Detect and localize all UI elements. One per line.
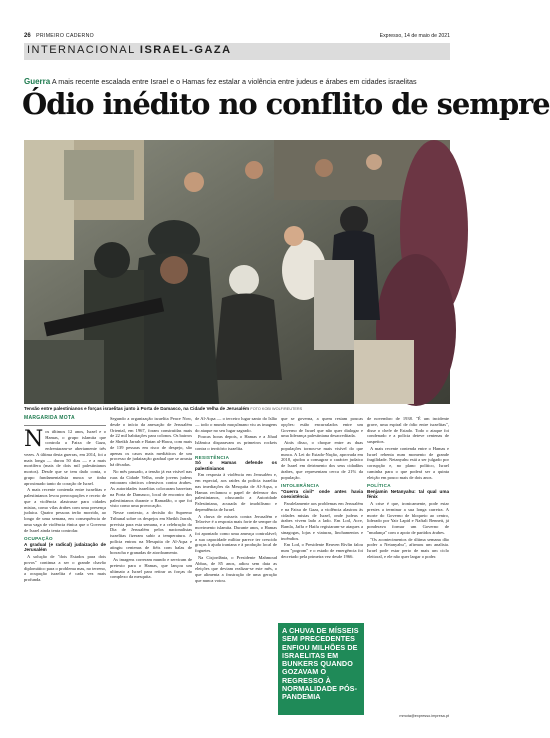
kicker-label: Guerra [24,77,51,86]
paragraph: Segundo a organização israelita Peace Now, desde o início da anexação de Jerusalém Oriental, em 1967, foram construídas mais de 22 mil habitações para colonos. Os bairros de Sheikh Jarrah e Batan al-Hawa, com mais de 139 pessoas em risco de despejo, são apenas os casos mais mediáticos de um processo de judaização gradual que se arrasta há décadas. [110,416,192,467]
subhead-ocupacao [24,536,106,553]
paragraph: No mês passado, a tensão já era visível nas ruas da Cidade Velha, onde jovens judeus entoaram cânticos ofensivos contra árabes. As autoridades israelitas colocaram barreiras na Porta de Damasco, local de encontro dos palestinianos durante o Ramadão, o que foi visto como uma provocação. [110,468,192,509]
section-topic: ISRAEL-GAZA [139,44,232,56]
page-number: 26 [24,33,31,39]
subhead-text: A gradual (e radical) judaização de Jerusalém [24,541,106,553]
subhead-politica [367,483,449,500]
paragraph: Atrás disso, o choque entre as duas populações tornou-se mais visível do que nunca. A Lei do Estado-Nação, aprovada em 2018, ajudou a consagrar o carácter judaico de Israel em detrimento dos seus cidadãos árabes, que representam cerca de 21% da população. [281,440,363,480]
article-headline: Ódio inédito no conflito de sempre [22,87,550,121]
text-column-1 [24,416,106,584]
paragraph: Paralelamente aos problemas em Jerusalém e na Faixa de Gaza, a violência alastrou às cidades mistas de Israel, onde judeus e árabes vivem lado a lado. Em Lod, Acre, Ramla, Jaffa e Haifa registaram-se ataques a sinagogas, lojas e viaturas, linchamentos e incêndios. [281,501,363,541]
paragraph: Na Cisjordânia, o Presidente Mahmoud Abbas, de 85 anos, adiou sem data as eleições que deviam realizar-se este mês, o que alimenta a frustração de uma geração que nunca votou. [195,554,277,583]
subhead-text: Benjamin Netanyahu: tal qual uma fénix [367,488,449,500]
drop-cap: N [24,426,44,452]
section-name: INTERNACIONAL [27,44,136,56]
subhead-resistencia [195,455,277,472]
paragraph: A chuva de mísseis contra Jerusalém e Telavive é a resposta mais forte de sempre do movimento islamita. Durante anos, o Hamas foi apontado como uma ameaça controlável; a sua capacidade militar parece ter crescido graças à ajuda iraniana e à produção local de foguetes. [195,513,277,554]
subhead-label: INTOLERÂNCIA [281,483,320,489]
subhead-text: "Guerra civil" onde antes havia coexistência [281,488,363,500]
paragraph: Em Lod, o Presidente Reuven Rivlin falou num "pogrom" e o estado de emergência foi decretado pela primeira vez desde 1966. [281,542,363,559]
subhead-label: OCUPAÇÃO [24,536,53,542]
subhead-label: RESISTÊNCIA [195,454,230,460]
text-column-5 [367,416,449,561]
text-column-2 [110,416,192,581]
text-column-4 [281,416,363,561]
photo-credit: FOTO KOBI WOLF/REUTERS [250,407,303,411]
subhead-text: Só o Hamas defende os palestinianos [195,460,277,471]
paragraph: de novembro de 1938. "É um incidente grave, uma espiral de ódio entre israelitas", disse o chefe de Estado. Todo o ataque foi condenado e a polícia deteve centenas de suspeitos. [367,416,449,444]
page-header [24,33,450,43]
kicker-text: A mais recente escalada entre Israel e o Hamas fez estalar a violência entre judeus e árabes em cidades israelitas [51,77,417,86]
edition-label: PRIMEIRO CADERNO [36,33,94,39]
paragraph: A mais recente contenda entre israelitas e palestinianos levou preocupações e receio de que a violência alastrasse para cidades mistas, como vilas árabes com uma presença judaica. Quatro pessoas terão morrido, ao longo de uma semana, em consequência de uma vaga de violência étnica que o Governo de Israel ainda tenta controlar. [24,487,106,533]
news-photo [24,140,450,404]
pull-quote: A CHUVA DE MÍSSEIS SEM PRECEDENTES ENFIOU MILHÕES DE ISRAELITAS EM BUNKERS QUANDO GOZAVAM O REGRESSO À NORMALIDADE PÓS-PANDEMIA [278,623,364,715]
paragraph: os últimos 12 anos, Israel e o Hamas, o grupo islamita que controla a Faixa de Gaza, enfrentaram-se abertamente três vezes. A última desta guerras, em 2014, foi a mais longa — durou 50 dias — e a mais mortífera (mais de dois mil palestinianos mortos). Desde que se tem dado conta, o grupo fundamentalista nunca se tinha aproximado tanto do coração de Israel. [24,428,106,486]
paragraph: Em resposta à violência em Jerusalém e, em especial, aos raides da polícia israelita nas imediações da Mesquita de Al-Aqsa, o Hamas reclamou o papel de defensor dos palestinianos, ofuscando a Autoridade Palestiniana, acusada de imobilismo e dependência de Israel. [195,472,277,512]
paragraph: que se governa, a quem restam poucas opções: estão encurralados entre um Governo de Israel que não quer dialogar e uma liderança palestiniana desacreditada. [281,416,363,439]
paragraph: A solução de "dois Estados para dois povos" continua a ser o grande chavão diplomático para o problema mas, no terreno, a ocupação israelita é cada vez mais profunda. [24,554,106,583]
section-banner [24,43,450,60]
text-column-3 [195,416,277,585]
paragraph: "Os acontecimentos de última semana dão poder a Netanyahu", afirmou um analista. Israel pode estar perto de mais um ciclo eleitoral, e ele não quer largar o poder. [367,536,449,559]
article-kicker [24,77,450,86]
byline: MARGARIDA MOTA [24,416,106,426]
author-email[interactable]: mmota@expresso.impresa.pt [399,714,449,718]
caption-text: Tensão entre palestinianos e forças israelitas junto à Porta de Damasco, na Cidade Velha de Jerusalém [24,406,250,411]
paragraph: As imagens correram mundo e serviram de pretexto para o Hamas, que lançou um ultimato a Israel para retirar as forças do complexo da mesquita. [110,557,192,580]
issue-date: Expresso, 14 de maio de 2021 [379,33,450,39]
paragraph: de Al-Aqsa — o terceiro lugar santo do Islão — todo o mundo muçulmano viu as imagens do ataque no seu lugar sagrado. [195,416,277,433]
subhead-intolerancia [281,483,363,500]
paragraph: A mais recente contenda entre o Hamas e Israel rebenta num momento de grande fragilidade. Netanyahu está a ser julgado por corrupção e, no plano político, Israel caminha para o que poderá ser a quinta eleição em pouco mais de dois anos. [367,445,449,480]
paragraph: A crise é que, ironicamente, pode estar prestes a terminar a sua longa carreira. A morte do Governo de bloqueio ao centro, liderado por Yair Lapid e Naftali Bennett, já ponderava formar um Governo de "mudança" com o apoio de partidos árabes. [367,501,449,535]
paragraph: Poucas horas depois, o Hamas e a Jihad Islâmica disparavam os primeiros rockets contra o território israelita. [195,434,277,451]
paragraph: Nesse contexto, a decisão do Supremo Tribunal sobre os despejos em Sheikh Jarrah, prevista para esta semana, e a celebração do Dia de Jerusalém pelos nacionalistas israelitas fizeram subir a temperatura. A polícia entrou na Mesquita de Al-Aqsa e atingiu centenas de fiéis com balas de borracha e granadas de atordoamento. [110,510,192,556]
subhead-label: POLÍTICA [367,483,391,489]
photo-caption [24,406,450,412]
